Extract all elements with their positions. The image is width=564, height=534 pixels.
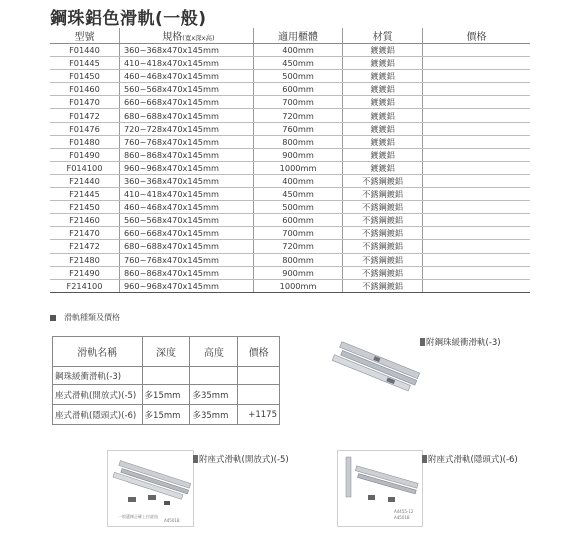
- spec-cell: 560~568x470x145mm: [119, 83, 253, 96]
- material-cell: 不銹鋼鍍鋁: [343, 227, 423, 240]
- rail-name: 座式滑軌(開放式)(-5): [53, 385, 143, 405]
- material-cell: 鍍鍍鋁: [343, 83, 423, 96]
- header-spec: 規格(寬x深x高): [119, 28, 253, 44]
- price-cell: [423, 188, 530, 201]
- bullet-square-icon: [50, 315, 56, 321]
- rail-depth: [142, 367, 190, 385]
- table-row: [50, 201, 530, 214]
- spec-cell: 660~668x470x145mm: [119, 96, 253, 109]
- table-row: [50, 148, 530, 161]
- material-cell: 鍍鍍鋁: [343, 161, 423, 174]
- header-price: 價格: [238, 337, 280, 367]
- rail-price: +1175: [238, 405, 280, 425]
- header-depth: 深度: [142, 337, 190, 367]
- cabinet-cell: 900mm: [253, 148, 342, 161]
- spec-cell: 460~468x470x145mm: [119, 201, 253, 214]
- spec-cell: 360~368x470x145mm: [119, 44, 253, 57]
- spec-cell: 760~768x470x145mm: [119, 253, 253, 266]
- price-cell: [423, 266, 530, 279]
- product-caption: 附座式滑軌(開放式)(-5): [193, 453, 289, 465]
- cabinet-cell: 1000mm: [253, 161, 342, 174]
- spec-table-header: [50, 28, 530, 44]
- cabinet-cell: 400mm: [253, 44, 342, 57]
- material-cell: 不銹鋼鍍鋁: [343, 240, 423, 253]
- table-row: [53, 385, 280, 405]
- model-cell: F01480: [50, 135, 119, 148]
- rail-price: [238, 385, 280, 405]
- material-cell: 不銹鋼鍍鋁: [343, 266, 423, 279]
- model-cell: F21450: [50, 201, 119, 214]
- spec-cell: 560~568x470x145mm: [119, 214, 253, 227]
- spec-cell: 960~968x470x145mm: [119, 161, 253, 174]
- spec-cell: 960~968x470x145mm: [119, 279, 253, 292]
- price-cell: [423, 122, 530, 135]
- header-height: 高度: [190, 337, 238, 367]
- material-cell: 鍍鍍鋁: [343, 70, 423, 83]
- spec-table: [50, 28, 530, 293]
- material-cell: 鍍鍍鋁: [343, 135, 423, 148]
- cabinet-cell: 450mm: [253, 57, 342, 70]
- cabinet-cell: 900mm: [253, 266, 342, 279]
- bullet-square-icon: [422, 455, 427, 463]
- model-cell: F21472: [50, 240, 119, 253]
- model-cell: F014100: [50, 161, 119, 174]
- rail-height: [190, 367, 238, 385]
- cabinet-cell: 720mm: [253, 240, 342, 253]
- ball-bearing-rail-photo: [330, 334, 420, 404]
- material-cell: 不銹鋼鍍鋁: [343, 188, 423, 201]
- price-cell: [423, 57, 530, 70]
- material-cell: 鍍鍍鋁: [343, 96, 423, 109]
- seat-rail-open-photo: [107, 450, 194, 527]
- photo-label: A4455-12: [394, 509, 414, 514]
- rail-depth: 多15mm: [142, 405, 190, 425]
- cabinet-cell: 700mm: [253, 96, 342, 109]
- header-model: 型號: [50, 28, 119, 44]
- table-row: [50, 279, 530, 292]
- table-row: [50, 109, 530, 122]
- table-row: [50, 188, 530, 201]
- header-price: 價格: [423, 28, 530, 44]
- header-rail-name: 滑軌名稱: [53, 337, 143, 367]
- price-cell: [423, 214, 530, 227]
- spec-cell: 720~728x470x145mm: [119, 122, 253, 135]
- cabinet-cell: 720mm: [253, 109, 342, 122]
- model-cell: F21480: [50, 253, 119, 266]
- spec-cell: 410~418x470x145mm: [119, 188, 253, 201]
- model-cell: F21460: [50, 214, 119, 227]
- model-cell: F21440: [50, 174, 119, 187]
- table-row: [53, 367, 280, 385]
- material-cell: 鍍鍍鋁: [343, 122, 423, 135]
- table-row: [50, 253, 530, 266]
- price-cell: [423, 83, 530, 96]
- table-row: [53, 405, 280, 425]
- table-row: [50, 44, 530, 57]
- rail-types-table: [52, 336, 280, 425]
- price-cell: [423, 70, 530, 83]
- section-heading: 滑軌種類及價格: [50, 312, 120, 323]
- rail-name: 鋼珠緩衝滑軌(-3): [53, 367, 143, 385]
- bullet-square-icon: [420, 338, 425, 346]
- rail-price: [238, 367, 280, 385]
- rail-height: 多35mm: [190, 385, 238, 405]
- cabinet-cell: 600mm: [253, 214, 342, 227]
- price-cell: [423, 161, 530, 174]
- table-row: [50, 70, 530, 83]
- table-row: [50, 96, 530, 109]
- material-cell: 不銹鋼鍍鋁: [343, 201, 423, 214]
- price-cell: [423, 148, 530, 161]
- cabinet-cell: 800mm: [253, 253, 342, 266]
- price-cell: [423, 96, 530, 109]
- table-row: [50, 161, 530, 174]
- model-cell: F01440: [50, 44, 119, 57]
- model-cell: F01470: [50, 96, 119, 109]
- model-cell: F01450: [50, 70, 119, 83]
- material-cell: 鍍鍍鋁: [343, 57, 423, 70]
- table-row: [50, 83, 530, 96]
- spec-cell: 360~368x470x145mm: [119, 174, 253, 187]
- price-cell: [423, 240, 530, 253]
- material-cell: 鍍鍍鋁: [343, 148, 423, 161]
- rail-name: 座式滑軌(隱頭式)(-6): [53, 405, 143, 425]
- price-cell: [423, 279, 530, 292]
- material-cell: 不銹鋼鍍鋁: [343, 279, 423, 292]
- price-cell: [423, 227, 530, 240]
- rail-height: 多35mm: [190, 405, 238, 425]
- cabinet-cell: 500mm: [253, 70, 342, 83]
- model-cell: F21490: [50, 266, 119, 279]
- seat-rail-hidden-photo: [337, 450, 423, 527]
- spec-cell: 680~688x470x145mm: [119, 109, 253, 122]
- table-row: [50, 135, 530, 148]
- table-row: [50, 174, 530, 187]
- cabinet-cell: 400mm: [253, 174, 342, 187]
- table-row: [50, 240, 530, 253]
- cabinet-cell: 700mm: [253, 227, 342, 240]
- spec-cell: 860~868x470x145mm: [119, 148, 253, 161]
- spec-cell: 860~868x470x145mm: [119, 266, 253, 279]
- material-cell: 鍍鍍鋁: [343, 109, 423, 122]
- model-cell: F21445: [50, 188, 119, 201]
- table-row: [50, 227, 530, 240]
- spec-cell: 460~468x470x145mm: [119, 70, 253, 83]
- cabinet-cell: 1000mm: [253, 279, 342, 292]
- spec-cell: 760~768x470x145mm: [119, 135, 253, 148]
- table-row: [50, 122, 530, 135]
- price-cell: [423, 109, 530, 122]
- table-row: [50, 214, 530, 227]
- product-caption: 附座式滑軌(隱頭式)(-6): [422, 453, 518, 465]
- model-cell: F21470: [50, 227, 119, 240]
- price-cell: [423, 44, 530, 57]
- spec-cell: 680~688x470x145mm: [119, 240, 253, 253]
- header-material: 材質: [343, 28, 423, 44]
- photo-label: A4501B: [164, 518, 180, 523]
- price-cell: [423, 253, 530, 266]
- spec-cell: 410~418x470x145mm: [119, 57, 253, 70]
- spec-cell: 660~668x470x145mm: [119, 227, 253, 240]
- cabinet-cell: 500mm: [253, 201, 342, 214]
- model-cell: F01490: [50, 148, 119, 161]
- cabinet-cell: 760mm: [253, 122, 342, 135]
- page-title: 鋼珠鋁色滑軌(一般): [50, 9, 207, 29]
- photo-label: 一般選擇正確上拉旋鈕: [118, 514, 158, 519]
- material-cell: 鍍鍍鋁: [343, 44, 423, 57]
- model-cell: F01472: [50, 109, 119, 122]
- product-caption: 附鋼珠緩衝滑軌(-3): [420, 336, 501, 348]
- material-cell: 不銹鋼鍍鋁: [343, 253, 423, 266]
- model-cell: F214100: [50, 279, 119, 292]
- cabinet-cell: 450mm: [253, 188, 342, 201]
- model-cell: F01445: [50, 57, 119, 70]
- model-cell: F01460: [50, 83, 119, 96]
- header-cabinet: 適用櫃體: [253, 28, 342, 44]
- model-cell: F01476: [50, 122, 119, 135]
- photo-label: A4501B: [394, 515, 410, 520]
- price-cell: [423, 135, 530, 148]
- material-cell: 不銹鋼鍍鋁: [343, 214, 423, 227]
- table-row: [50, 266, 530, 279]
- cabinet-cell: 600mm: [253, 83, 342, 96]
- rail-depth: 多15mm: [142, 385, 190, 405]
- price-cell: [423, 174, 530, 187]
- material-cell: 不銹鋼鍍鋁: [343, 174, 423, 187]
- table-row: [50, 57, 530, 70]
- price-cell: [423, 201, 530, 214]
- cabinet-cell: 800mm: [253, 135, 342, 148]
- bullet-square-icon: [193, 455, 198, 463]
